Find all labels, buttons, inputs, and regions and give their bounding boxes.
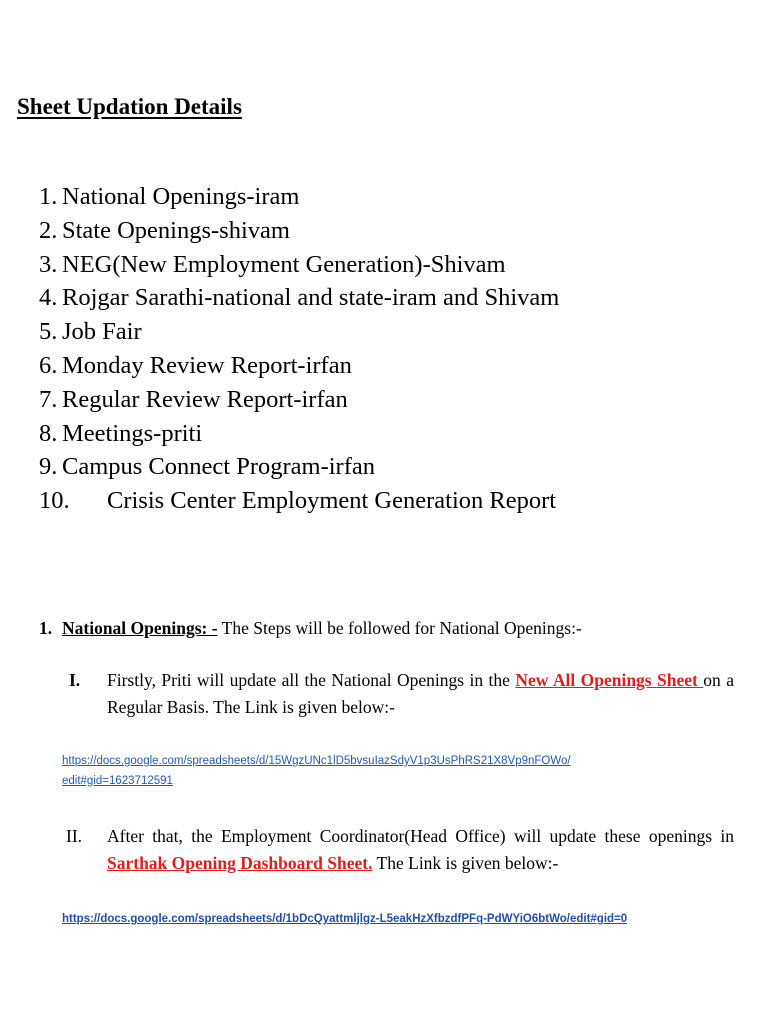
step-text-before: Firstly, Priti will update all the National Openings in the (107, 670, 516, 690)
step-2 (0, 823, 768, 879)
step-text (107, 667, 734, 721)
section-intro: The Steps will be followed for National Openings:- (217, 618, 582, 638)
list-item-number: 3. (39, 250, 58, 278)
section-title: National Openings: - (62, 618, 218, 638)
step-number: II. (66, 826, 83, 846)
list-item-number: 6. (39, 351, 58, 379)
step-number: I. (69, 670, 81, 690)
list-item-text: State Openings-shivam (62, 216, 290, 244)
list-item-number: 10. (39, 487, 70, 515)
step-text-before: After that, the Employment Coordinator(Head Office) will update these openings in (107, 826, 734, 846)
list-item-text: Meetings-priti (62, 419, 203, 447)
national-openings-url-line2[interactable]: edit#gid=1623712591 (62, 775, 173, 787)
section-number: 1. (39, 618, 53, 638)
list-item-text: Campus Connect Program-irfan (62, 453, 375, 481)
national-openings-url-line1[interactable]: https://docs.google.com/spreadsheets/d/15WgzUNc1lD5bvsuIazSdyV1p3UsPhRS21X8Vp9nFOWo/ (62, 755, 571, 767)
list-item-number: 9. (39, 453, 58, 481)
list-item-text: Rojgar Sarathi-national and state-iram and Shivam (62, 284, 560, 312)
list-item-number: 4. (39, 284, 58, 312)
list-item-number: 1. (39, 183, 58, 210)
new-all-openings-sheet-link[interactable]: New All Openings Sheet (515, 670, 704, 690)
step-text-after: The Link is given below:- (372, 853, 559, 873)
section-heading (39, 618, 582, 639)
step-text-after: on a Regular Basis. The Link is given below:- (107, 670, 734, 717)
list-item-text: Monday Review Report-irfan (62, 351, 352, 379)
step-1 (0, 667, 768, 723)
list-item-number: 7. (39, 385, 58, 413)
list-item-number: 2. (39, 216, 58, 244)
list-item-text: National Openings-iram (62, 183, 300, 210)
sarthak-opening-dashboard-sheet-link[interactable]: Sarthak Opening Dashboard Sheet. (107, 853, 373, 873)
document-title: Sheet Updation Details (17, 94, 242, 119)
list-item-text: Crisis Center Employment Generation Report (107, 487, 557, 515)
list-item-number: 8. (39, 419, 58, 447)
list-item-text: Regular Review Report-irfan (62, 385, 348, 413)
section-label (62, 618, 582, 639)
list-item-text: NEG(New Employment Generation)-Shivam (62, 250, 506, 278)
step-text (107, 823, 734, 877)
list-item-number: 5. (39, 318, 58, 346)
sarthak-dashboard-url[interactable]: https://docs.google.com/spreadsheets/d/1bDcQyattmljlgz-L5eakHzXfbzdfPFq-PdWYiO6btWo/edit#gid=0 (62, 913, 628, 925)
list-item-text: Job Fair (62, 318, 142, 346)
